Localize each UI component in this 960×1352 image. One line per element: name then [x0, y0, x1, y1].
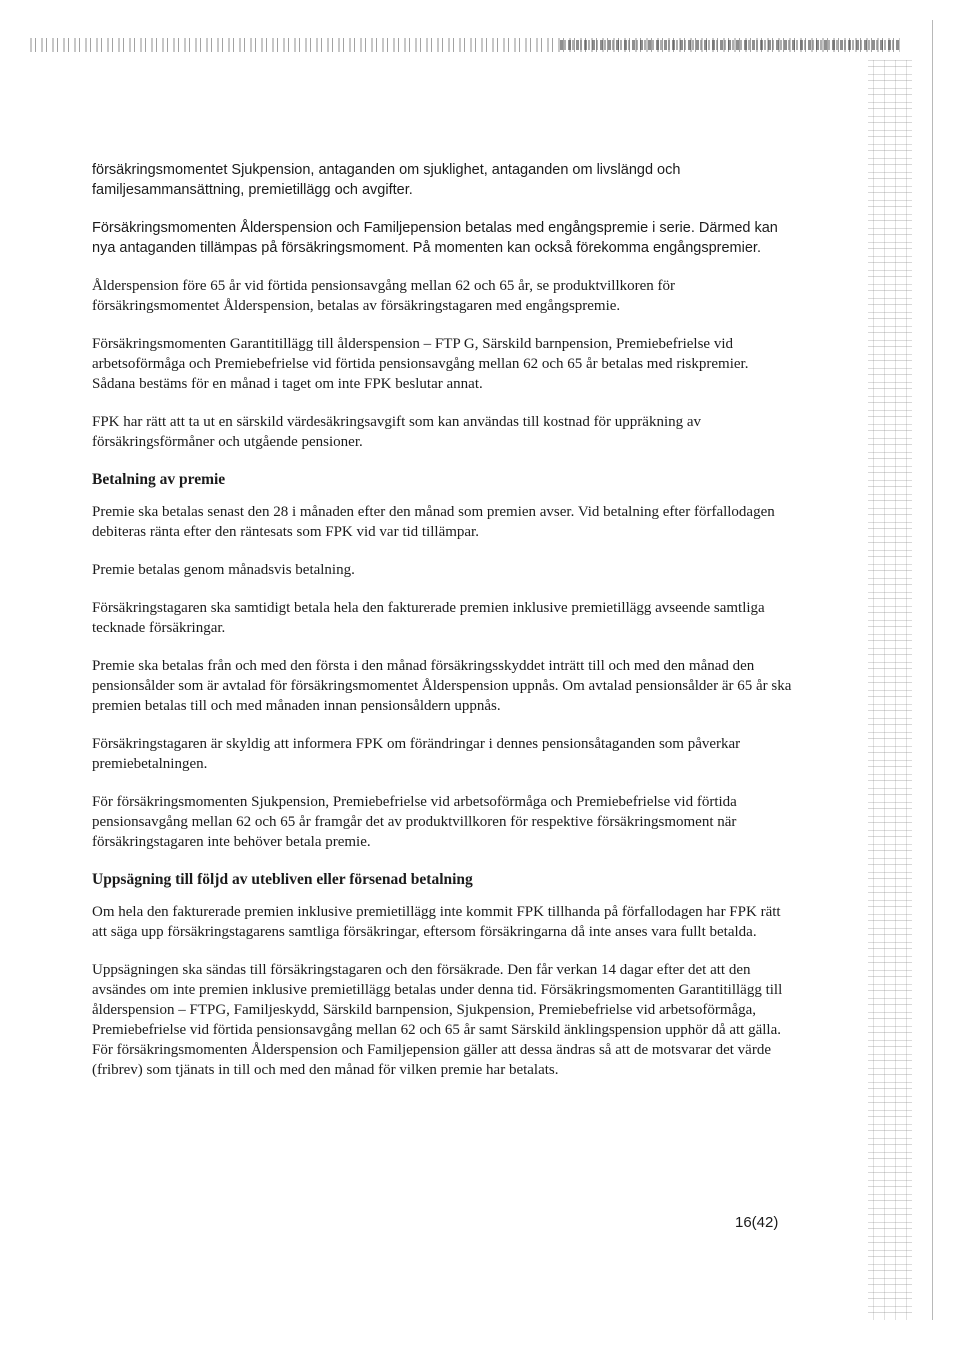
paragraph-betalning-1: Premie ska betalas senast den 28 i månaden efter den månad som premien avser. Vid betalning efter förfallodagen debiteras ränta efter den räntesats som FPK vid var tid tillämpar.: [92, 504, 775, 540]
paragraph-betalning-5: Försäkringstagaren är skyldig att informera FPK om förändringar i dennes pensionsåtaganden som påverkar premiebetalningen.: [92, 736, 741, 772]
section-heading-betalning: Betalning av premie: [92, 471, 226, 488]
paragraph-engangspremie: Försäkringsmomenten Ålderspension och Familjepension betalas med engångspremie i serie. Därmed kan nya antaganden tillämpas på försäkringsmoment. På momenten kan också förekomma engångspremier.: [92, 220, 778, 256]
paragraph-uppsagning-2: Uppsägningen ska sändas till försäkringstagaren och den försäkrade. Den får verkan 14 dagar efter det att den avsändes om inte premien inklusive premietillägg betalas under denna tid. Försäkringsmomenten Garantitillägg till ålderspension – FTPG, Familjeskydd, Särskild barnpension, Sjukpension, Premiebefrielse vid arbetsoförmåga, Premiebefrielse vid förtida pensionsavgång mellan 62 och 65 år samt Särskild änklingspension upphör då att gälla. För försäkringsmomenten Ålderspension och Familjepension gäller att dessa ändras så att de motsvarar det värde (fribrev) som tjänats in till och med den månad för vilken premie har betalats.: [92, 962, 783, 1078]
paragraph-uppsagning-1: Om hela den fakturerade premien inklusive premietillägg inte kommit FPK tillhanda på förfallodagen har FPK rätt att säga upp försäkringstagarens samtliga försäkringar, eftersom försäkringarna då inte anses vara fullt betalda.: [92, 904, 781, 940]
document-body: [92, 160, 792, 1098]
scan-artifact-right-edge: [868, 60, 912, 1320]
paragraph-betalning-4: Premie ska betalas från och med den första i den månad försäkringsskyddet inträtt till och med den månad den pensionsålder som är avtalad för försäkringsmomentet Ålderspension uppnås. Om avtalad pensionsålder är 65 år ska premien betalas till och med månaden innan pensionsåldern uppnås.: [92, 658, 792, 714]
paragraph-riskpremier: Försäkringsmomenten Garantitillägg till ålderspension – FTP G, Särskild barnpension, Premiebefrielse vid arbetsoförmåga och Premiebefrielse vid förtida pensionsavgång mellan 62 och 65 år betalas med riskpremier. Sådana bestäms för en månad i taget om inte FPK beslutar annat.: [92, 336, 749, 392]
paragraph-vardesakringsavgift: FPK har rätt att ta ut en särskild värdesäkringsavgift som kan användas till kostnad för uppräkning av försäkringsförmåner och utgående pensioner.: [92, 414, 702, 450]
paragraph-betalning-6: För försäkringsmomenten Sjukpension, Premiebefrielse vid arbetsoförmåga och Premiebefrielse vid förtida pensionsavgång mellan 62 och 65 år framgår det av produktvillkoren för respektive försäkringsmoment när försäkringstagaren inte behöver betala premie.: [92, 794, 737, 850]
paragraph-intro-continuation: försäkringsmomentet Sjukpension, antaganden om sjuklighet, antaganden om livslängd och familjesammansättning, premietillägg och avgifter.: [92, 162, 681, 198]
scan-artifact-vertical-line: [932, 20, 933, 1320]
page-number: 16(42): [735, 1214, 779, 1231]
paragraph-betalning-2: Premie betalas genom månadsvis betalning.: [92, 562, 355, 578]
section-heading-uppsagning: Uppsägning till följd av utebliven eller försenad betalning: [92, 871, 473, 888]
paragraph-alderspension: Ålderspension före 65 år vid förtida pensionsavgång mellan 62 och 65 år, se produktvillkoren för försäkringsmomentet Ålderspension, betalas av försäkringstagaren med engångspremie.: [92, 278, 676, 314]
scan-artifact-top-dark: [560, 40, 900, 50]
paragraph-betalning-3: Försäkringstagaren ska samtidigt betala hela den fakturerade premien inklusive premietillägg avseende samtliga tecknade försäkringar.: [92, 600, 765, 636]
